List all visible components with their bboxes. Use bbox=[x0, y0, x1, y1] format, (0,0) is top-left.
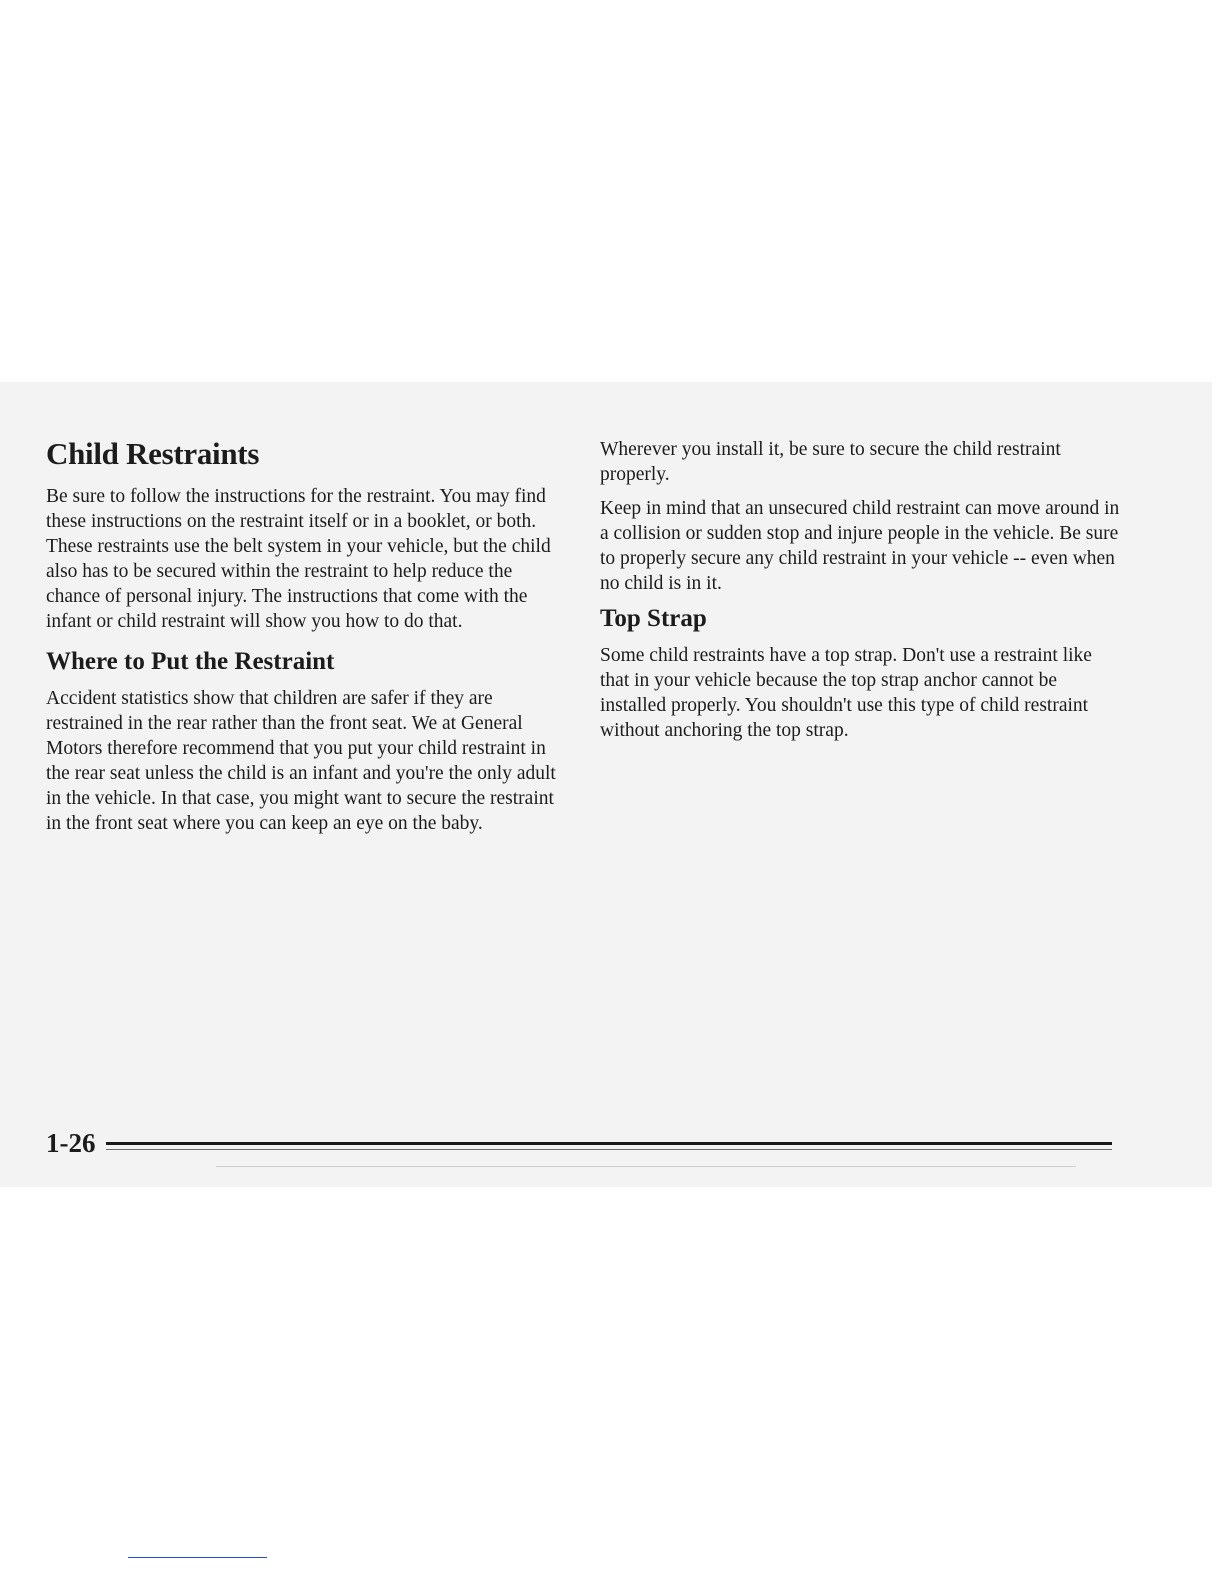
link-underline[interactable] bbox=[128, 1557, 267, 1558]
section-heading-top-strap: Top Strap bbox=[600, 605, 707, 632]
page-number: 1-26 bbox=[46, 1128, 96, 1158]
intro-paragraph: Be sure to follow the instructions for the restraint. You may find these instructions on the restraint itself or in a booklet, or both. These restraints use the belt system in your vehicle, but the child also has to be secured within the restraint to help reduce the chance of personal injury. The instructions that come with the infant or child restraint will show you how to do that. bbox=[46, 486, 551, 632]
top-strap-paragraph: Some child restraints have a top strap. Don't use a restraint like that in your vehicle because the top strap anchor cannot be installed properly. You shouldn't use this type of child restraint without anchoring the top strap. bbox=[600, 645, 1092, 741]
unsecured-restraint-paragraph: Keep in mind that an unsecured child restraint can move around in a collision or sudden stop and injure people in the vehicle. Be sure to properly secure any child restraint in your vehicle -- even when no child is in it. bbox=[600, 498, 1120, 594]
page-footer bbox=[46, 1128, 1116, 1168]
left-column bbox=[46, 436, 566, 850]
right-column bbox=[600, 436, 1120, 752]
footer-rule-faint bbox=[216, 1166, 1076, 1167]
section-heading-where-to-put: Where to Put the Restraint bbox=[46, 648, 335, 675]
page-title: Child Restraints bbox=[46, 436, 260, 471]
footer-rule-thick bbox=[106, 1142, 1112, 1145]
where-to-put-paragraph: Accident statistics show that children are safer if they are restrained in the rear rather than the front seat. We at General Motors therefore recommend that you put your child restraint in the rear seat unless the child is an infant and you're the only adult in the vehicle. In that case, you might want to secure the restraint in the front seat where you can keep an eye on the baby. bbox=[46, 688, 556, 834]
install-paragraph: Wherever you install it, be sure to secure the child restraint properly. bbox=[600, 439, 1061, 485]
footer-rule-thin bbox=[106, 1149, 1112, 1150]
